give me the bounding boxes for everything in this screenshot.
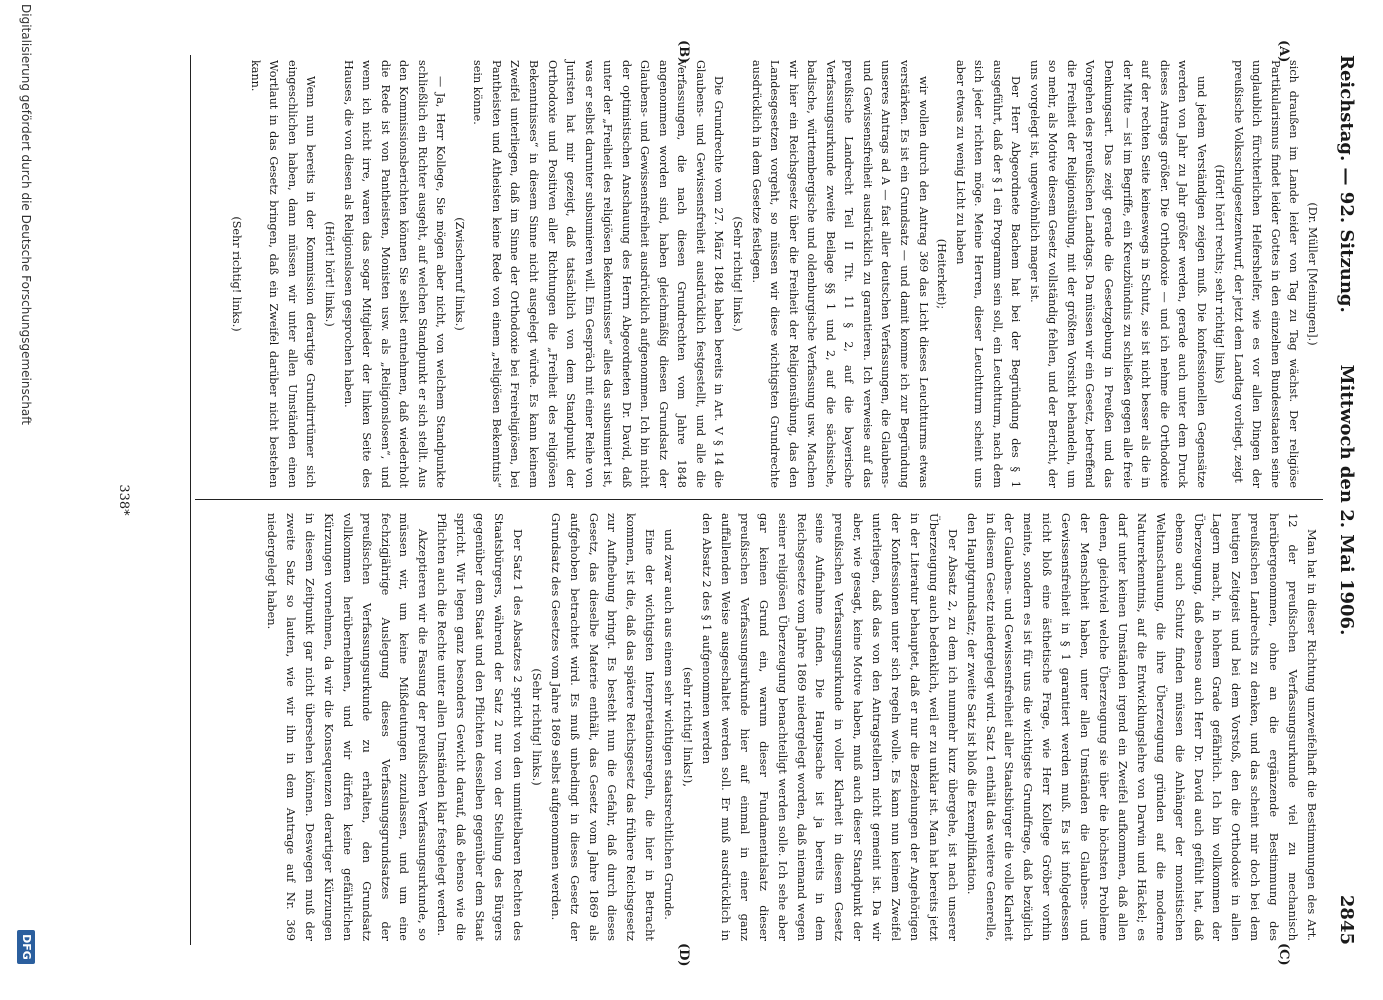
dfg-logo-text: DFG: [20, 934, 33, 960]
paragraph: Akzeptieren wir die Fassung der preußischen Verfassungsurkunde, so müssen wir, um keine Mißdeutungen zuzulassen, und um eine fechzigjährige Auslegung dieses Verfassungsgrundsatzes der preußischen Verfassungsurkunde zu erhalten, den Grundsatz vollkommen herübernehmen, und wir dürfen keine gefährlichen Kürzungen vornehmen, da wir die Konsequenzen derartiger Kürzungen in diesem Zeitpunkt gar nicht übersehen können. Deswegen muß der zweite Satz so lauten, wie wir ihn in dem Antrage auf Nr. 369 niedergelegt haben.: [265, 513, 431, 941]
paragraph: und zwar auch aus einem sehr wichtigen staatsrechtlichen Grunde.: [662, 529, 677, 920]
right-column: [262, 513, 1321, 941]
paragraph: und jedem Verständigen zeigen muß. Die konfessionellen Gegensätze werden von Jahr zu Jahr größer werden, gerade auch unter dem Druck dieses Antrags größer. Die Orthodoxie — und ich nehme die Orthodoxie auf der rechten Seite keineswegs in Schutz, sie ist nicht besser als die in der Mitte — ist im Begriffe, ein Kreuzbündnis zu schließen gegen alle freie Denkungsart. Das zeigt gerade die Gesetzgebung in Preußen und das Vorgehen des preußischen Landtags. Da müssen wir ein Gesetz, betreffend die Freiheit der Religionsübung, mit der größten Vorsicht behandeln, um so mehr, als Motive diesem Gesetz vollständig fehlen, und der Bericht, der uns vorgelegt ist, ungewöhnlich mager ist.: [1027, 60, 1208, 488]
interjection: (Hört! hört! rechts; sehr richtig! links): [1213, 164, 1227, 384]
paragraph: wir wollen durch den Antrag 369 das Licht dieses Leuchtturms etwas verstärken. Es ist ein Grundsatz — und damit komme ich zur Begründung unseres Antrags ad A — fast aller deutschen Verfassungen, die Glaubens- und Gewissensfreiheit ausdrücklich zu garantieren. Ich verweise auf das preußische Landrecht Teil II Tit. 11 § 2, auf die bayerische Verfassungsurkunde zweite Beilage §§ 1 und 2, auf die sächsische, badische, württembergische und oldenburgische Verfassung usw. Machen wir hier ein Reichsgesetz über die Freiheit der Religionsübung, das den Landesgesetzen vorgeht, so müssen wir diese wichtigsten Grundrechte ausdrücklich in dem Gesetze festlegen.: [749, 60, 930, 488]
paragraph: sich draußen im Lande leider von Tag zu Tag wächst. Der religiöse Partikularismus findet leider Gottes in den einzelnen Bundesstaaten seine unglaublich fürchterlichen Helfershelfer, wie es vor allen Dingen der preußische Volksschulgesetzentwurf, der jetzt dem Landtag vorliegt, zeigt: [1231, 60, 1301, 488]
paragraph: — Ja, Herr Kollege, Sie mögen aber nicht, von welchem Standpunkte schließlich ein Richter ausgeht, auf welchen Standpunkt er sich stellt. Aus den Kommissionsberichten können Sie selbst entnehmen, daß wiederholt die Rede ist von Pantheisten, Monisten usw. als „Religionslosen“, und wenn ich nicht irre, waren das sogar Mitglieder der linken Seite des Hauses, die von diesen als Religionslosen gesprochen haben.: [341, 60, 448, 488]
margin-mark-a: (A): [1276, 40, 1291, 63]
bottom-rule: [190, 55, 191, 945]
interjection: (Zwischenruf links.): [452, 217, 466, 331]
interjection: (Heiterkeit);: [935, 238, 949, 310]
paragraph: Der Herr Abgeordnete Bachem hat bei der Begründung des § 1 ausgeführt, daß der § 1 ein Programm sein soll, ein Leuchtturm, nach dem sich jeder richten möge. Meine Herren, dieser Leuchtturm scheint uns aber etwas zu wenig Licht zu haben: [953, 60, 1023, 488]
margin-mark-c: (C): [1276, 943, 1291, 966]
interjection: (sehr richtig! links!),: [681, 667, 696, 787]
interjection: (Sehr richtig! links.): [731, 216, 745, 332]
header-date: Mittwoch den 2. Mai 1906.: [1336, 364, 1357, 636]
running-header: [1331, 55, 1361, 945]
paragraph: Die Grundrechte vom 27. März 1848 haben bereits in Art. V § 14 die Glaubens- und Gewissensfreiheit ausdrücklich festgestellt, und alle die Verfassungen, die nach diesen Grundrechten vom Jahre 1848 angenommen worden sind, haben gleichmäßig diesen Grundsatz der Glaubens- und Gewissensfreiheit ausdrücklich aufgenommen. Ich bin nicht der optimistischen Anschauung des Herrn Abgeordneten Dr. David, daß unter der „Freiheit des religiösen Bekenntnisses“ alles das subsumiert ist, was er selbst darunter subsumieren will. Ein Gespräch mit einer Reihe von Juristen hat mir gezeigt, daß tatsächlich von dem Standpunkt der Orthodoxie und Positiven aller Richtungen die „Freiheit des religiösen Bekenntnisses“ in diesem Sinne nicht ausgelegt würde. Es kann keinem Zweifel unterliegen, daß im Sinne der Orthodoxie bei Freireligiösen, bei Pantheisten und Atheisten keine Rede von einem „religiösen Bekenntnis“ sein könne.: [471, 60, 726, 488]
paragraph: Man hat in dieser Richtung unzweifelhaft die Bestimmungen des Art. 12 der preußischen Verfassungsurkunde viel zu mechanisch herübergenommen, ohne an die ergänzende Bestimmung des preußischen Landrechts zu denken, und das scheint mir doch bei dem heutigen Zeitgeist und bei dem Vorstoß, den die Orthodoxie in allen Lagern macht, in hohem Grade gefährlich. Ich bin vollkommen der Überzeugung, daß ebenso auch Herr Dr. David auch gefühlt hat, daß ebenso auch Schutz finden müssen die Anhänger der monistischen Weltanschauung, die ihre Überzeugung gründen auf die moderne Naturerkenntnis, auf die Entwicklungslehre von Darwin und Häckel; es darf unter keinen Umständen irgend ein Zweifel aufkommen, daß allen denen, gleichviel welche Überzeugung sie über die höchsten Probleme der Menschheit haben, unter allen Umständen die Glaubens- und Gewissensfreiheit in § 1 garantiert werden muß. Es ist infolgedessen nicht bloß eine ästhetische Frage, wie Herr Kollege Gröber vorhin meinte, sondern es ist für uns die wichtigste Grundfrage, daß bezüglich der Glaubens- und Gewissensfreiheit aller Staatsbürger die volle Klarheit in diesem Gesetz niedergelegt wird. Satz 1 enthält das weitere Generelle, den Hauptgrundsatz; der zweite Satz ist bloß die Exemplifikation.: [964, 513, 1319, 941]
paragraph: Der Satz 1 des Absatzes 2 spricht von den unmittelbaren Rechten des Staatsbürgers, während der Satz 2 nur von der Stellung des Bürgers gegenüber dem Staat und den Pflichten desselben gegenüber dem Staat spricht. Wir legen ganz besonders Gewicht darauf, daß ebenso wie die Pflichten auch die Rechte unter allen Umständen klar festgelegt werden.: [435, 513, 525, 941]
paragraph: Wenn nun bereits in der Kommission derartige Grundirrtümer sich eingeschlichen haben, dann müssen wir unter allen Umständen einen Wortlaut in das Gesetz bringen, daß ein Zweifel darüber nicht bestehen kann.: [248, 60, 318, 488]
header-left: Reichstag. — 92. Sitzung.: [1336, 55, 1357, 313]
speaker-line: (Dr. Müller [Meiningen].): [1306, 202, 1319, 346]
left-column: [227, 60, 1321, 488]
column-divider: [195, 499, 1323, 500]
page-number: 338*: [116, 484, 131, 516]
interjection: (Hört! hört! links.): [323, 221, 337, 327]
paragraph: Der Absatz 2, zu dem ich nunmehr kurz übergehe, ist nach unserer Überzeugung auch bedenklich, weil er zu unklar ist. Man hat bereits jetzt in der Literatur behauptet, daß er nur die Beziehungen der Angehörigen der Konfessionen unter sich regeln wolle. Es kann nun keinem Zweifel unterliegen, daß das von den Antragstellern nicht gemeint ist. Da wir aber, wie gesagt, keine Motive haben, muß auch dieser Standpunkt der preußischen Verfassungsurkunde in voller Klarheit in diesem Gesetz seine Aufnahme finden. Die Hauptsache ist ja bereits in dem Reichsgesetze vom Jahre 1869 niedergelegt worden, daß niemand wegen seiner religiösen Überzeugung benachteiligt werden solle. Ich sehe aber gar keinen Grund ein, warum dieser Fundamentalsatz dieser preußischen Verfassungsurkunde hier auf einmal in einer ganz auffallenden Weise ausgeschaltet werden soll. Er muß ausdrücklich in den Absatz 2 des § 1 aufgenommen werden: [700, 513, 960, 941]
dfg-logo: [17, 930, 35, 964]
margin-mark-d: (D): [676, 943, 691, 967]
header-page-number: 2845: [1336, 894, 1357, 945]
paragraph: Eine der wichtigsten Interpretationsregeln, die hier in Betracht kommen, ist die, daß das spätere Reichsgesetz das frühere Reichsgesetz zur Aufhebung bringt. Es besteht nun die Gefahr, daß durch dieses Gesetz, das dieselbe Materie enthält, das Gesetz vom Jahre 1869 als aufgehoben betrachtet wird. Es muß unbedingt in dieses Gesetz der Grundsatz des Gesetzes vom Jahre 1869 selbst aufgenommen werden.: [548, 513, 658, 941]
margin-mark-b: (B): [676, 40, 691, 64]
digitization-credit: Digitalisierung gefördert durch die Deutsche Forschungsgemeinschaft: [19, 4, 33, 426]
interjection: (Sehr richtig! links.): [230, 216, 244, 332]
interjection: (Sehr richtig! links.): [529, 668, 544, 786]
